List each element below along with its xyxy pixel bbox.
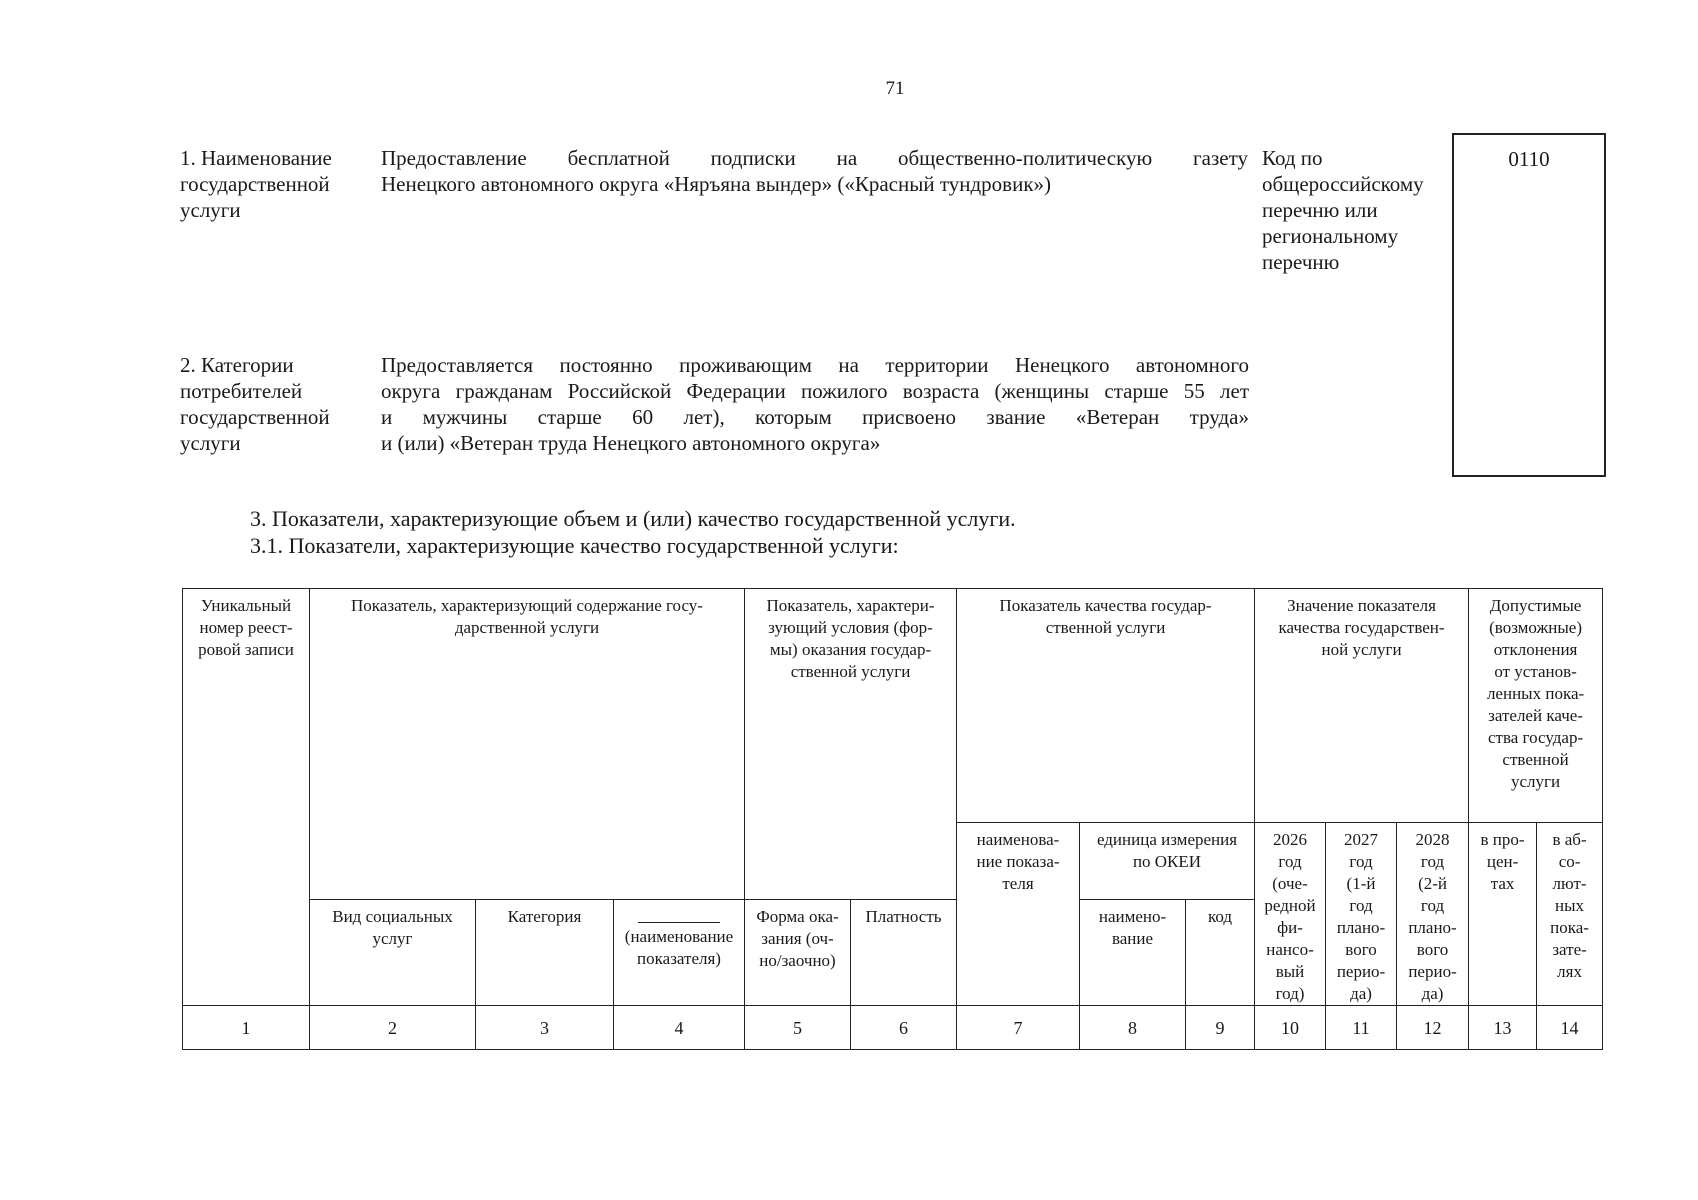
header-line: услуги [1511,772,1561,791]
header-line: Показатель качества государ- [999,596,1212,615]
header-form-of-provision [745,899,851,1005]
section2-label-line: потребителей [180,379,303,403]
header-line: дарственной услуги [454,618,600,637]
header-in-absolute [1537,823,1603,1006]
code-value: 0110 [1508,147,1550,171]
header-payment: Платность [851,899,957,1005]
header-line: наимено- [1098,906,1167,926]
header-conditions-indicator [745,589,957,900]
section31-title: 3.1. Показатели, характеризующие качество государственной услуги: [250,533,899,558]
header-line: ственной [1502,750,1569,769]
section2-text-line: Предоставляется постоянно проживающим на территории Ненецкого автономного [381,353,1249,377]
section2-label [180,352,355,456]
header-line: показателя) [637,948,721,968]
column-number: 6 [851,1006,957,1050]
header-line: цен- [1486,852,1519,871]
header-line: вого [1345,940,1377,959]
section1-text-line: Ненецкого автономного округа «Няръяна вындер» («Красный тундровик») [381,172,1052,196]
column-number: 4 [614,1006,745,1050]
header-line: пока- [1550,918,1589,937]
header-indicator-name [957,823,1080,1006]
column-number: 12 [1397,1006,1469,1050]
header-line: теля [1002,874,1034,893]
header-line: мы) оказания государ- [769,640,932,659]
header-line: качества государствен- [1278,618,1445,637]
header-allowed-deviation [1469,589,1603,823]
section1-label [180,145,355,223]
header-line: зате- [1552,940,1587,959]
column-number: 2 [310,1006,476,1050]
header-line: год [1349,896,1373,915]
blank-line [638,908,720,923]
section2-label-line: 2. Категории [180,353,294,377]
header-line: ных [1555,896,1585,915]
header-line: Значение показателя [1287,596,1436,615]
header-line: год [1349,852,1373,871]
header-line: в про- [1480,830,1525,849]
header-line: Допустимые [1489,596,1582,615]
header-okei-unit [1080,823,1255,900]
header-unit-code: код [1186,899,1255,1005]
column-number: 14 [1537,1006,1603,1050]
header-line: плано- [1336,918,1386,937]
section1-label-line: услуги [180,198,241,222]
header-line: со- [1558,852,1581,871]
header-line: единица измерения [1096,830,1238,849]
header-line: номер реест- [199,618,293,637]
header-line: ровой записи [198,640,294,659]
section2-text-line: и мужчины старше 60 лет), которым присвоено звание «Ветеран труда» [381,405,1249,429]
code-label-line: перечню или [1262,198,1378,222]
header-line: ства государ- [1487,728,1584,747]
column-number: 1 [183,1006,310,1050]
header-content-indicator [310,589,745,900]
code-label-line: региональному [1262,224,1399,248]
header-line: вание [1111,928,1154,948]
header-line: ственной услуги [790,662,911,681]
section3-title: 3. Показатели, характеризующие объем и (или) качество государственной услуги. [250,506,1016,531]
column-number: 13 [1469,1006,1537,1050]
header-line: год [1420,896,1445,915]
header-line: наименова- [976,830,1060,849]
column-number: 8 [1080,1006,1186,1050]
header-year-2027 [1326,823,1397,1006]
header-line: ственной услуги [1045,618,1166,637]
header-indicator-value [1255,589,1469,823]
header-line: нансо- [1266,940,1314,959]
header-line: (наименование [624,926,734,946]
header-line: год) [1275,984,1305,1003]
header-line: лях [1557,962,1582,981]
column-number: 5 [745,1006,851,1050]
header-line: плано- [1408,918,1457,937]
header-line: Показатель, характеризующий содержание госу- [351,596,703,615]
column-number: 11 [1326,1006,1397,1050]
header-line: вый [1275,962,1305,981]
column-number: 7 [957,1006,1080,1050]
header-line: по ОКЕИ [1132,852,1202,871]
section2-label-line: услуги [180,431,241,455]
header-line: год [1420,852,1445,871]
header-line: но/заочно) [759,950,836,970]
section2-text-line: и (или) «Ветеран труда Ненецкого автономного округа» [381,431,881,455]
header-line: (2-й [1418,874,1447,893]
code-label-line: Код по [1262,146,1323,170]
section1-text [381,145,1248,197]
header-line: зующий условия (фор- [768,618,933,637]
code-label [1262,145,1447,275]
header-line: отклонения [1493,640,1578,659]
header-unique-number [183,589,310,1006]
header-line: 2028 [1415,830,1450,849]
header-year-2026 [1255,823,1326,1006]
code-label-line: общероссийскому [1262,172,1424,196]
header-quality-indicator [957,589,1255,823]
header-in-percent [1469,823,1537,1006]
column-number: 9 [1186,1006,1255,1050]
header-named-indicator [614,899,745,1005]
section2-text-line: округа гражданам Российской Федерации пожилого возраста (женщины старше 55 лет [381,379,1249,403]
section1-text-line: Предоставление бесплатной подписки на общественно-политическую газету [381,146,1248,170]
section2-text [381,352,1249,456]
header-line: тах [1490,874,1515,893]
code-box [1452,133,1606,477]
quality-indicators-table [182,588,1603,1050]
header-line: зателей каче- [1488,706,1583,725]
code-label-line: перечню [1262,250,1340,274]
header-line: ние показа- [976,852,1060,871]
section1-label-line: государственной [180,172,330,196]
header-line: да) [1421,984,1444,1003]
header-line: перио- [1336,962,1386,981]
header-line: Вид социальных [332,906,453,926]
header-line: зания (оч- [761,928,834,948]
header-line: Показатель, характери- [766,596,935,615]
header-service-type [310,899,476,1005]
column-number: 10 [1255,1006,1326,1050]
header-category: Категория [476,899,614,1005]
section2-label-line: государственной [180,405,330,429]
header-line: ной услуги [1321,640,1402,659]
header-line: в аб- [1552,830,1587,849]
page-number: 71 [885,78,905,99]
header-unit-name [1080,899,1186,1005]
header-line: год [1278,852,1302,871]
header-line: фи- [1277,918,1303,937]
header-line: услуг [372,928,413,948]
column-number: 3 [476,1006,614,1050]
header-line: 2027 [1344,830,1379,849]
header-line: от установ- [1494,662,1577,681]
header-line: Форма ока- [756,906,839,926]
section1-label-line: 1. Наименование [180,146,332,170]
header-line: перио- [1408,962,1457,981]
header-line: 2026 [1273,830,1308,849]
header-line: лют- [1552,874,1587,893]
header-year-2028 [1397,823,1469,1006]
header-line: редной [1264,896,1316,915]
header-line: да) [1350,984,1372,1003]
header-line: (возможные) [1489,618,1582,637]
header-line: Уникальный [200,596,292,615]
header-line: (1-й [1346,874,1376,893]
header-line: (оче- [1272,874,1308,893]
header-line: ленных пока- [1486,684,1585,703]
header-line: вого [1416,940,1449,959]
